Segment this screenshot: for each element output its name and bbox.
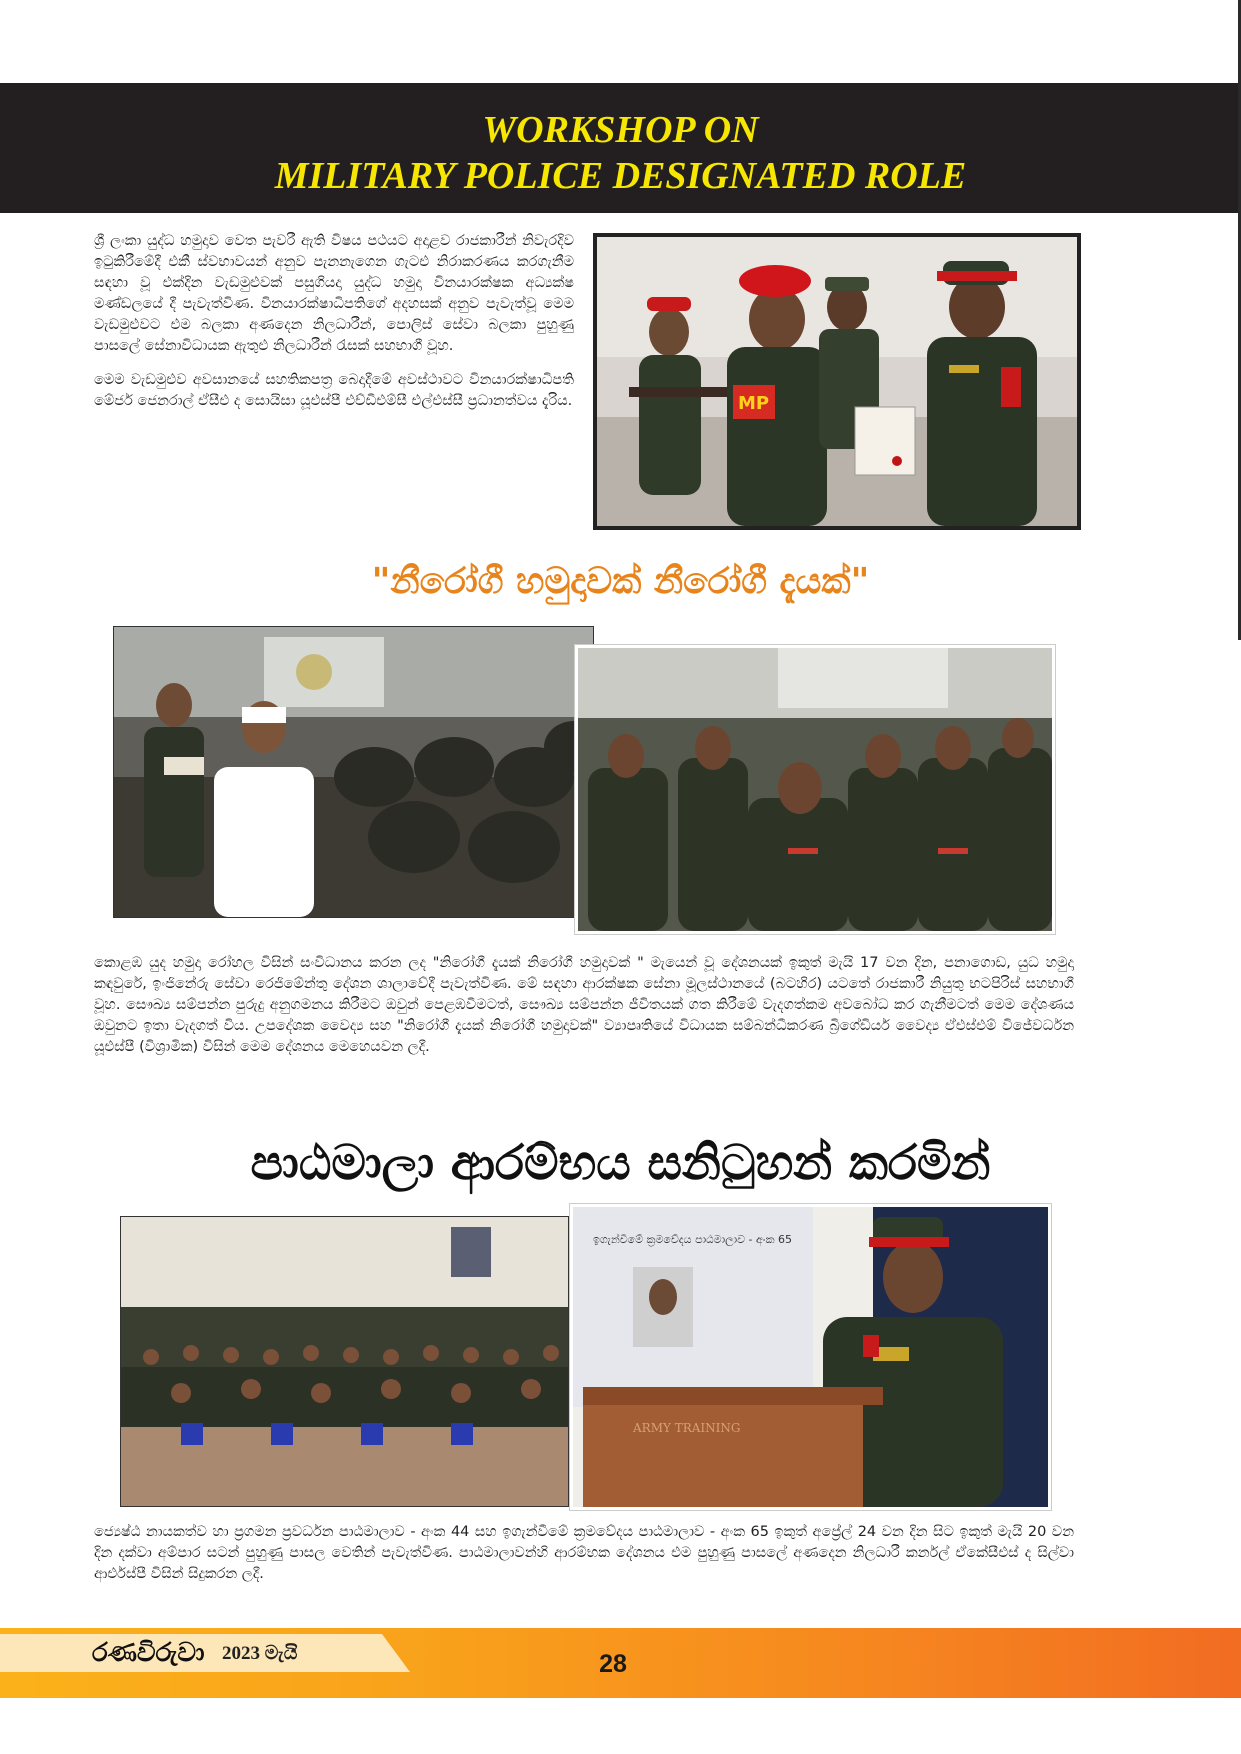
magazine-logo: රණවිරුවා [92, 1638, 205, 1668]
article1-text [94, 231, 574, 412]
mp-armband-text: MP [738, 393, 770, 414]
article2-paragraph: කොළඹ යුද හමුදා රෝහල විසින් සංවිධානය කරන ලද "නිරෝගී දැයක් නිරෝගී හමුදාවක් " මැයෙන් වූ දේශනයක් ඉකුත් මැයි 17 වන දින, පනාගොඩ, යුධ හමුදා කඳවුරේ, ඉංජිනේරු සේවා රෙජිමේන්තු දේශන ශාලාවේදී පැවැත්විණ. මේ සඳහා ආරක්ෂක සේනා මූලස්ථානයේ (බටහිර) යටතේ රාජකාරී නියුතු භටපිරිස් සහභාගී වූහ. සෞඛ්‍ය සම්පන්න පුරුදු අනුගමනය කිරීමට ඔවුන් පෙළඹවීමටත්, සෞඛ්‍ය සම්පන්න ජීවිතයක් ගත කිරීමේ වැදගත්කම අවබෝධ කර ගැනීමටත් මෙම දේශණය ඔවුනට ඉතා වැදගත් විය. උපදේශක වෛද්‍ය සහ "නිරෝගී දැයක් නිරෝගී හමුදාවක්" ව්‍යාපෘතියේ විධායක සම්බන්ධීකරණ බ්‍රිගේඩියර් වෛද්‍ය ඒඑස්එම් විජේවර්ධන යූඑස්පී (විශ්‍රාමික) විසින් මෙම දේශනය මෙහෙයවන ලදී. [94, 955, 1074, 1055]
page-title-line1: WORKSHOP ON [482, 109, 759, 151]
podium-text: ARMY TRAINING [633, 1421, 741, 1435]
photo-lecturer-podium [570, 1204, 1051, 1510]
article3-heading: පාඨමාලා ආරම්භය සනිටුහන් කරමින් [250, 1135, 991, 1191]
photo-auditorium-participants [120, 1216, 569, 1507]
article1-paragraph2: මෙම වැඩමුළුව අවසානයේ සහතිකපත්‍ර බෙදාදීමේ අවස්ථාවට විනයාරක්ෂාධිපති මේජර් ජෙනරාල් ඒසීඑ ද සොයිසා යූඑස්පී එච්ඩීඑම්සී එල්එස්සී ප්‍රධානත්වය දැරිය. [94, 372, 574, 409]
page-title-line2: MILITARY POLICE DESIGNATED ROLE [274, 155, 967, 197]
issue-date: 2023 මැයි [222, 1643, 298, 1664]
page-number: 28 [599, 1650, 627, 1678]
photo-lecture-distribution [113, 626, 594, 918]
article2-heading: "නීරෝගී හමුදාවක් නීරෝගී දැයක්" [371, 561, 870, 602]
article1-paragraph1: ශ්‍රී ලංකා යුද්ධ හමුදාව වෙත පැවරී ඇති විෂය පථයට අදාළව රාජකාරීන් නිවැරදිව ඉටුකිරීමේදී එකී ස්වභාවයන් අනුව පැනනැගෙන ගැටළු නිරාකරණය කරගැනීම සඳහා වූ එක්දින වැඩමුළුවක් පසුගියදා යුද්ධ හමුදා විනයාරක්ෂක අධ්‍යක්ෂ මණ්ඩලයේ දී පැවැත්විණ. විනයාරක්ෂාධිපතිගේ අදහසක් අනුව පැවැත්වූ මෙම වැඩමුළුවට එම බලකා අණදෙන නිලධාරීන්, පොලිස් සේවා බලකා පුහුණු පාසලේ සේනාවිධායක ඇතුළු නිලධාරීන් රැසක් සහභාගී වූහ. [94, 233, 574, 354]
slide-caption: ඉගැන්වීමේ ක්‍රමවේදය පාඨමාලාව - අංක 65 [593, 1233, 793, 1246]
article3-paragraph: ජ්‍යෙෂ්ඨ නායකත්ව හා ප්‍රගමන ප්‍රවර්ධන පාඨමාලාව - අංක 44 සහ ඉගැන්වීමේ ක්‍රමවේදය පාඨමාලාව - අංක 65 ඉකුත් අප්‍රේල් 24 වන දින සිට ඉකුත් මැයි 20 වන දින දක්වා අම්පාර සටන් පුහුණු පාසල වෙතින් පැවැත්විණ. පාඨමාලාවන්හි ආරම්භක දේශනය එම පුහුණු පාසලේ අණදෙන නිලධාරී කර්නල් ඒකේසීඑස් ද සිල්වා ආර්එස්පී විසින් සිදුකරන ලදී. [94, 1524, 1074, 1582]
photo-certificate-award [593, 233, 1081, 530]
photo-seated-soldiers [575, 645, 1055, 934]
footer-tab [0, 1634, 410, 1672]
